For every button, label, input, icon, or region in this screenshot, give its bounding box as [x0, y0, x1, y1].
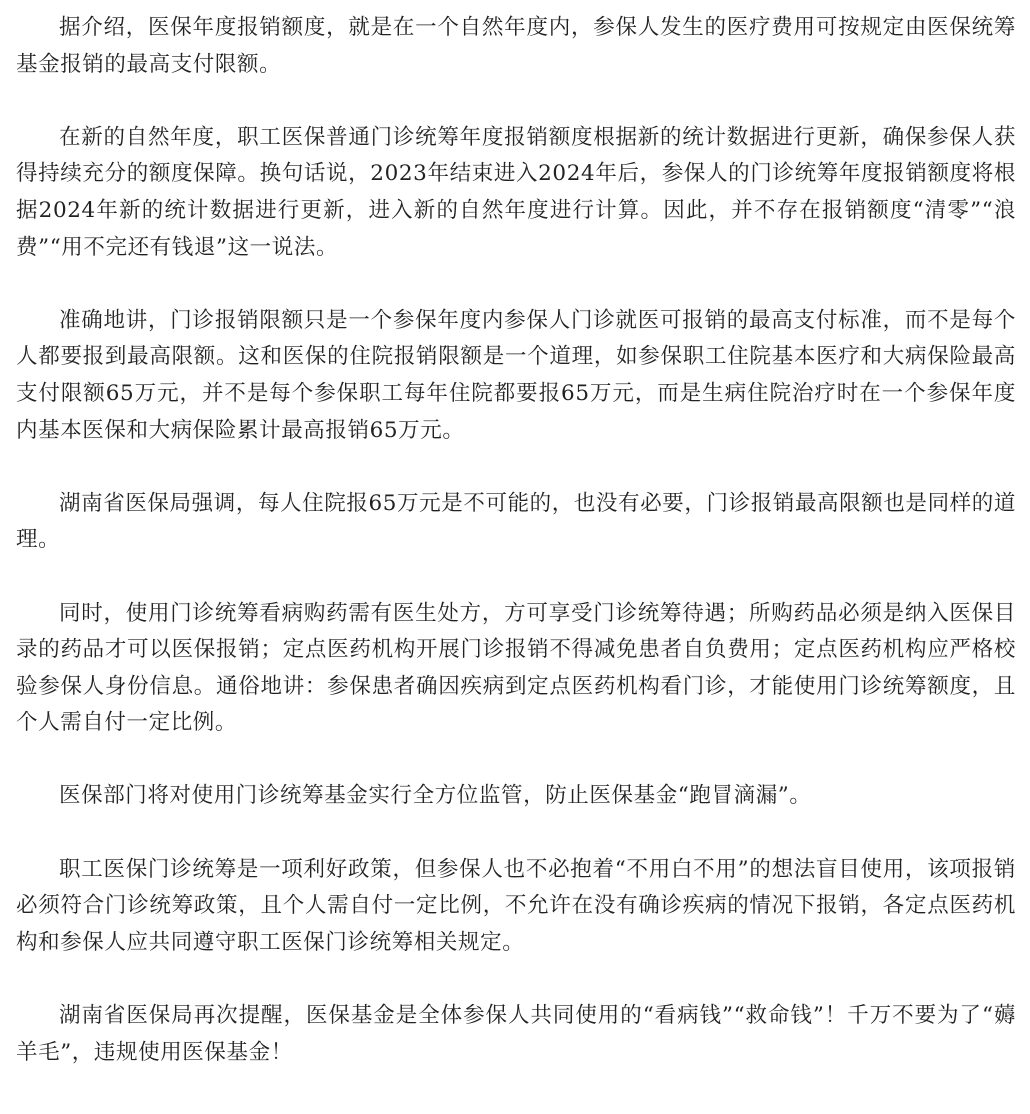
- paragraph-new-year-update: 在新的自然年度，职工医保普通门诊统筹年度报销额度根据新的统计数据进行更新，确保参保人获得持续充分的额度保障。换句话说，2023年结束进入2024年后，参保人的门诊统筹年度报销额度将根据2024年新的统计数据进行更新，进入新的自然年度进行计算。因此，并不存在报销额度“清零”“浪费”“用不完还有钱退”这一说法。: [16, 124, 1016, 260]
- paragraph-supervision: 医保部门将对使用门诊统筹基金实行全方位监管，防止医保基金“跑冒滴漏”。: [59, 783, 812, 809]
- paragraph-annual-quota-definition: 据介绍，医保年度报销额度，就是在一个自然年度内，参保人发生的医疗费用可按规定由医保统筹基金报销的最高支付限额。: [16, 15, 1016, 77]
- paragraph-policy-advice: 职工医保门诊统筹是一项利好政策，但参保人也不必抱着“不用白不用”的想法盲目使用，该项报销必须符合门诊统筹政策，且个人需自付一定比例，不允许在没有确诊疾病的情况下报销，各定点医药机构和参保人应共同遵守职工医保门诊统筹相关规定。: [16, 856, 1016, 955]
- paragraph-limit-explanation: 准确地讲，门诊报销限额只是一个参保年度内参保人门诊就医可报销的最高支付标准，而不是每个人都要报到最高限额。这和医保的住院报销限额是一个道理，如参保职工住院基本医疗和大病保险最高支付限额65万元，并不是每个参保职工每年住院都要报65万元，而是生病住院治疗时在一个参保年度内基本医保和大病保险累计最高报销65万元。: [16, 307, 1016, 443]
- paragraph-bureau-emphasis: 湖南省医保局强调，每人住院报65万元是不可能的，也没有必要，门诊报销最高限额也是同样的道理。: [16, 490, 1016, 553]
- paragraph-final-reminder: 湖南省医保局再次提醒，医保基金是全体参保人共同使用的“看病钱”“救命钱”！千万不要为了“薅羊毛”，违规使用医保基金！: [16, 1003, 1016, 1065]
- paragraph-usage-requirements: 同时，使用门诊统筹看病购药需有医生处方，方可享受门诊统筹待遇；所购药品必须是纳入医保目录的药品才可以医保报销；定点医药机构开展门诊报销不得减免患者自负费用；定点医药机构应严格校验参保人身份信息。通俗地讲：参保患者确因疾病到定点医药机构看门诊，才能使用门诊统筹额度，且个人需自付一定比例。: [16, 600, 1016, 736]
